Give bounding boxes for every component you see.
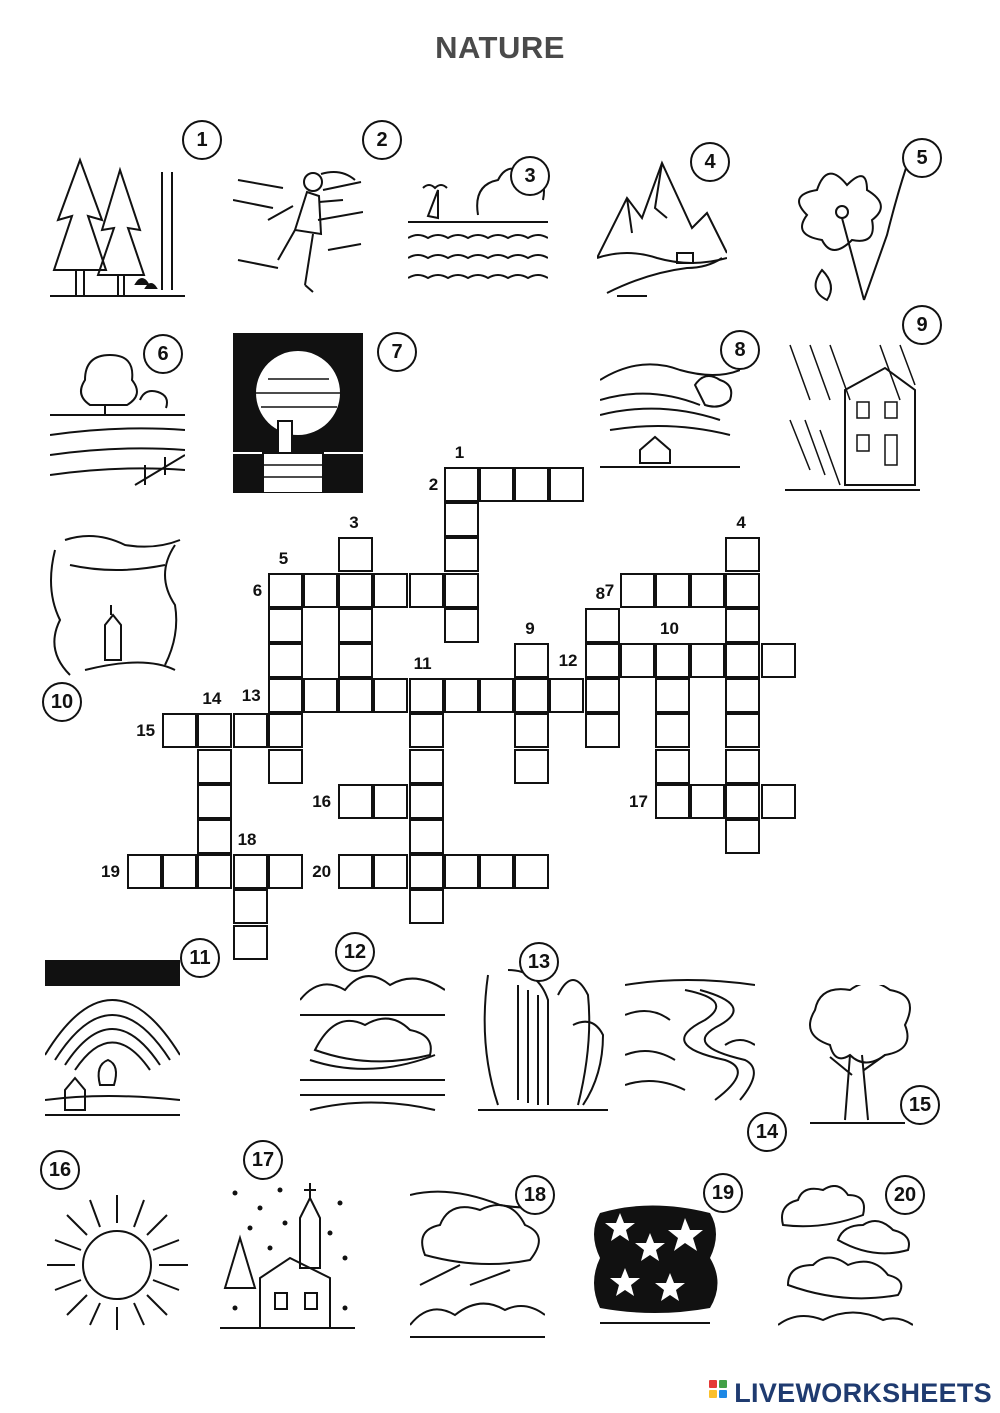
clue-number: 9 xyxy=(525,619,535,638)
sun-icon xyxy=(45,1185,190,1330)
crossword-cell[interactable] xyxy=(338,537,373,572)
clue-number: 8 xyxy=(595,583,606,603)
crossword-cell[interactable] xyxy=(514,713,549,748)
crossword-cell[interactable] xyxy=(725,784,760,819)
crossword-cell[interactable] xyxy=(444,608,479,643)
crossword-cell[interactable] xyxy=(303,573,338,608)
stars-icon xyxy=(590,1198,720,1338)
brand-text: LIVEWORKSHEETS xyxy=(734,1377,992,1408)
clue-number: 16 xyxy=(312,791,332,811)
rain-icon xyxy=(785,340,920,495)
tree-icon xyxy=(800,985,915,1130)
crossword-cell[interactable] xyxy=(409,749,444,784)
crossword-cell[interactable] xyxy=(444,678,479,713)
crossword-cell[interactable] xyxy=(725,608,760,643)
crossword-cell[interactable] xyxy=(373,573,408,608)
crossword-cell[interactable] xyxy=(585,608,620,643)
picture-number-badge: 2 xyxy=(362,120,402,160)
crossword-cell[interactable] xyxy=(409,784,444,819)
crossword-cell[interactable] xyxy=(655,643,690,678)
crossword-cell[interactable] xyxy=(233,713,268,748)
river-icon xyxy=(625,975,755,1105)
crossword-cell[interactable] xyxy=(268,643,303,678)
wind-icon xyxy=(233,160,363,300)
waterfall-icon xyxy=(478,965,608,1115)
crossword-cell[interactable] xyxy=(268,749,303,784)
crossword-cell[interactable] xyxy=(409,713,444,748)
liveworksheets-logo xyxy=(709,1378,992,1408)
crossword-cell[interactable] xyxy=(338,784,373,819)
crossword-cell[interactable] xyxy=(690,643,725,678)
crossword-cell[interactable] xyxy=(725,819,760,854)
crossword-cell[interactable] xyxy=(268,854,303,889)
clue-number: 20 xyxy=(312,862,332,882)
crossword-cell[interactable] xyxy=(338,678,373,713)
crossword-cell[interactable] xyxy=(373,784,408,819)
crossword-cell[interactable] xyxy=(268,573,303,608)
clue-number: 15 xyxy=(136,721,156,741)
crossword-cell[interactable] xyxy=(197,819,232,854)
picture-number-badge: 6 xyxy=(143,334,183,374)
crossword-cell[interactable] xyxy=(162,713,197,748)
crossword-cell[interactable] xyxy=(655,713,690,748)
forest-icon xyxy=(50,150,185,300)
clue-number: 5 xyxy=(278,548,289,568)
crossword-cell[interactable] xyxy=(585,643,620,678)
crossword-cell[interactable] xyxy=(233,925,268,960)
crossword-cell[interactable] xyxy=(268,678,303,713)
picture-number-badge: 15 xyxy=(900,1085,940,1125)
clue-number: 17 xyxy=(629,791,648,811)
crossword-cell[interactable] xyxy=(127,854,162,889)
picture-number-badge: 7 xyxy=(377,332,417,372)
rainbow-icon xyxy=(45,960,180,1120)
crossword-cell[interactable] xyxy=(725,537,760,572)
crossword-cell[interactable] xyxy=(409,819,444,854)
picture-number-badge: 8 xyxy=(720,330,760,370)
snow-icon xyxy=(220,1178,355,1333)
crossword-cell[interactable] xyxy=(479,678,514,713)
crossword-cell[interactable] xyxy=(197,784,232,819)
picture-number-badge: 14 xyxy=(747,1112,787,1152)
valley-icon xyxy=(45,530,185,680)
picture-number-badge: 19 xyxy=(703,1173,743,1213)
clue-number: 11 xyxy=(413,654,432,674)
crossword-cell[interactable] xyxy=(197,713,232,748)
crossword-cell[interactable] xyxy=(514,643,549,678)
crossword-cell[interactable] xyxy=(725,573,760,608)
crossword-cell[interactable] xyxy=(444,573,479,608)
crossword-cell[interactable] xyxy=(233,889,268,924)
crossword-cell[interactable] xyxy=(479,854,514,889)
crossword-cell[interactable] xyxy=(197,749,232,784)
crossword-cell[interactable] xyxy=(233,854,268,889)
clue-number: 4 xyxy=(736,513,746,533)
crossword-cell[interactable] xyxy=(444,537,479,572)
crossword-cell[interactable] xyxy=(725,713,760,748)
picture-number-badge: 4 xyxy=(690,142,730,182)
clue-number: 18 xyxy=(237,830,257,850)
picture-number-badge: 3 xyxy=(510,156,550,196)
crossword-cell[interactable] xyxy=(761,643,796,678)
clue-number: 3 xyxy=(349,513,359,533)
crossword-cell[interactable] xyxy=(585,678,620,713)
moon-icon xyxy=(233,333,363,493)
picture-number-badge: 16 xyxy=(40,1150,80,1190)
crossword-cell[interactable] xyxy=(514,467,549,502)
crossword-cell[interactable] xyxy=(655,749,690,784)
brand-mark-icon xyxy=(709,1380,731,1406)
crossword-cell[interactable] xyxy=(338,608,373,643)
crossword-cell[interactable] xyxy=(409,678,444,713)
crossword-cell[interactable] xyxy=(690,573,725,608)
crossword-cell[interactable] xyxy=(373,678,408,713)
picture-number-badge: 11 xyxy=(180,938,220,978)
hill-icon xyxy=(600,355,740,470)
crossword-cell[interactable] xyxy=(725,678,760,713)
picture-number-badge: 9 xyxy=(902,305,942,345)
picture-number-badge: 1 xyxy=(182,120,222,160)
crossword-cell[interactable] xyxy=(197,854,232,889)
crossword-cell[interactable] xyxy=(655,573,690,608)
clue-number: 10 xyxy=(660,619,679,638)
clue-number: 1 xyxy=(454,443,465,462)
crossword-cell[interactable] xyxy=(514,678,549,713)
crossword-cell[interactable] xyxy=(409,854,444,889)
crossword-cell[interactable] xyxy=(338,643,373,678)
picture-number-badge: 13 xyxy=(519,942,559,982)
picture-number-badge: 12 xyxy=(335,932,375,972)
clue-number: 2 xyxy=(428,475,439,494)
picture-number-badge: 20 xyxy=(885,1175,925,1215)
crossword-cell[interactable] xyxy=(690,784,725,819)
crossword-cell[interactable] xyxy=(620,643,655,678)
clue-number: 6 xyxy=(252,580,263,600)
crossword-cell[interactable] xyxy=(409,889,444,924)
crossword-cell[interactable] xyxy=(338,573,373,608)
crossword-cell[interactable] xyxy=(444,854,479,889)
crossword-cell[interactable] xyxy=(268,608,303,643)
crossword-cell[interactable] xyxy=(761,784,796,819)
clue-number: 7 xyxy=(604,580,615,600)
crossword-cell[interactable] xyxy=(338,854,373,889)
crossword-cell[interactable] xyxy=(620,573,655,608)
picture-number-badge: 18 xyxy=(515,1175,555,1215)
crossword-cell[interactable] xyxy=(514,854,549,889)
clue-number: 14 xyxy=(202,689,222,709)
flower-icon xyxy=(792,160,917,305)
crossword-cell[interactable] xyxy=(725,643,760,678)
island-icon xyxy=(300,970,445,1120)
picture-number-badge: 10 xyxy=(42,682,82,722)
crossword-cell[interactable] xyxy=(725,749,760,784)
crossword-cell[interactable] xyxy=(655,678,690,713)
crossword-cell[interactable] xyxy=(549,467,584,502)
crossword-cell[interactable] xyxy=(444,467,479,502)
crossword-cell[interactable] xyxy=(303,678,338,713)
clue-number: 13 xyxy=(241,686,261,706)
crossword-cell[interactable] xyxy=(514,749,549,784)
crossword-cell[interactable] xyxy=(162,854,197,889)
clue-number: 19 xyxy=(101,862,120,882)
crossword-cell[interactable] xyxy=(655,784,690,819)
crossword-cell[interactable] xyxy=(549,678,584,713)
clue-number: 12 xyxy=(558,651,578,670)
crossword-cell[interactable] xyxy=(373,854,408,889)
crossword-cell[interactable] xyxy=(409,573,444,608)
crossword-cell[interactable] xyxy=(479,467,514,502)
crossword-cell[interactable] xyxy=(268,713,303,748)
crossword-cell[interactable] xyxy=(585,713,620,748)
picture-number-badge: 5 xyxy=(902,138,942,178)
crossword-cell[interactable] xyxy=(444,502,479,537)
picture-number-badge: 17 xyxy=(243,1140,283,1180)
page-title: NATURE xyxy=(435,30,565,65)
